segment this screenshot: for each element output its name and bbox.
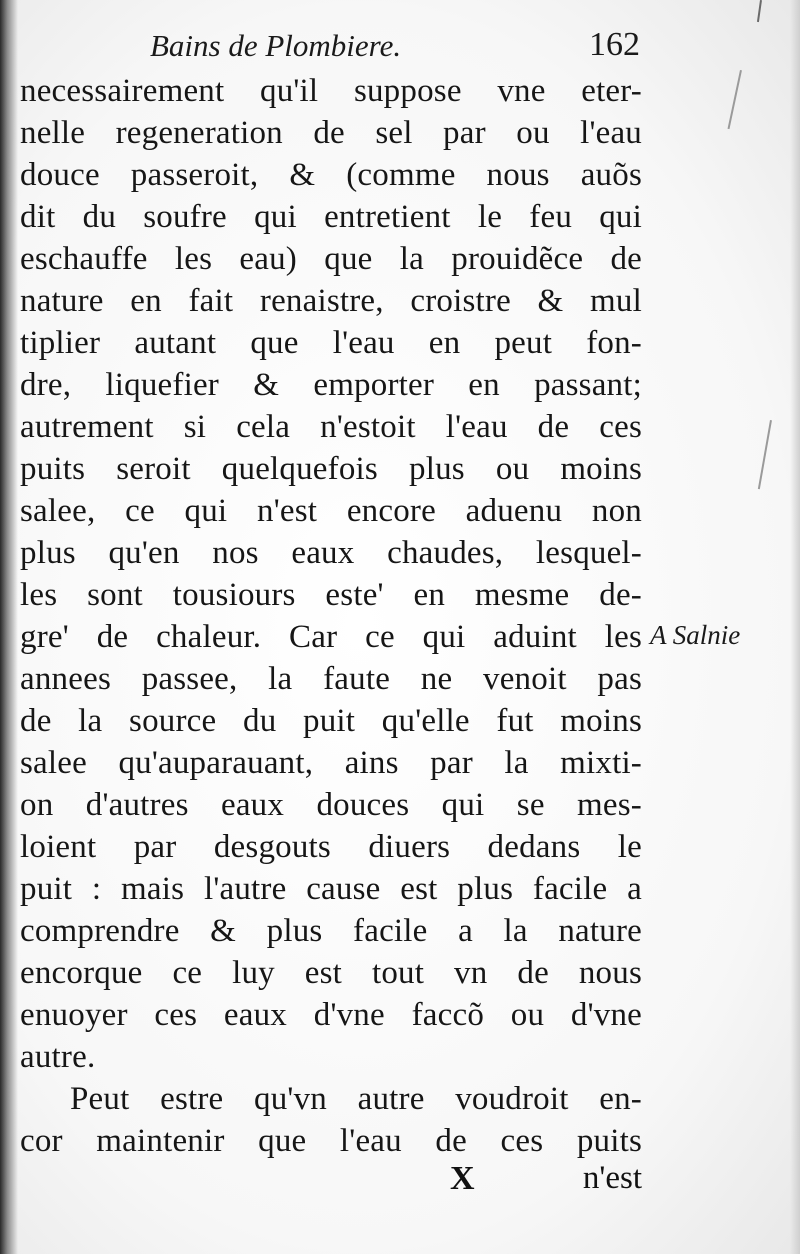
margin-stroke: [728, 70, 742, 129]
margin-stroke: [757, 0, 762, 22]
text-line: annees passee, la faute ne venoit pas: [20, 661, 642, 697]
text-line: plus qu'en nos eaux chaudes, lesquel-: [20, 535, 642, 571]
text-line: on d'autres eaux douces qui se mes-: [20, 787, 642, 823]
page-edge-light: [790, 0, 800, 1254]
marginal-note: A Salnie: [650, 620, 741, 650]
text-line: nelle regeneration de sel par ou l'eau: [20, 115, 642, 151]
text-line: salee qu'auparauant, ains par la mixti-: [20, 745, 642, 781]
text-line: puit : mais l'autre cause est plus facile a: [20, 871, 642, 907]
text-line: autrement si cela n'estoit l'eau de ces: [20, 409, 642, 445]
page-footer: [20, 1160, 642, 1202]
text-line: enuoyer ces eaux d'vne faccõ ou d'vne: [20, 997, 642, 1033]
text-line: salee, ce qui n'est encore aduenu non: [20, 493, 642, 529]
text-line: dit du soufre qui entretient le feu qui: [20, 199, 642, 235]
margin-stroke: [758, 420, 772, 489]
running-title: Bains de Plombiere.: [150, 28, 402, 63]
text-line: tiplier autant que l'eau en peut fon-: [20, 325, 642, 361]
text-line: de la source du puit qu'elle fut moins: [20, 703, 642, 739]
paragraph-start-line: Peut estre qu'vn autre voudroit en-: [70, 1081, 642, 1117]
text-line: comprendre & plus facile a la nature: [20, 913, 642, 949]
page-header: [150, 22, 640, 72]
text-line: dre, liquefier & emporter en passant;: [20, 367, 642, 403]
page-number: 162: [589, 26, 640, 63]
body-text: [20, 70, 642, 1162]
text-line: eschauffe les eau) que la prouidẽce de: [20, 241, 642, 277]
signature-mark: X: [450, 1160, 475, 1197]
text-line: les sont tousiours este' en mesme de-: [20, 577, 642, 613]
text-line: necessairement qu'il suppose vne eter-: [20, 73, 642, 109]
text-line: gre' de chaleur. Car ce qui aduint les: [20, 619, 642, 655]
text-line: cor maintenir que l'eau de ces puits: [20, 1123, 642, 1159]
page-edge-shadow: [0, 0, 18, 1254]
text-line: nature en fait renaistre, croistre & mul: [20, 283, 642, 319]
catchword: n'est: [582, 1160, 642, 1196]
text-line: douce passeroit, & (comme nous auõs: [20, 157, 642, 193]
text-line: loient par desgouts diuers dedans le: [20, 829, 642, 865]
text-line: autre.: [20, 1039, 96, 1075]
text-line: encorque ce luy est tout vn de nous: [20, 955, 642, 991]
text-line: puits seroit quelquefois plus ou moins: [20, 451, 642, 487]
